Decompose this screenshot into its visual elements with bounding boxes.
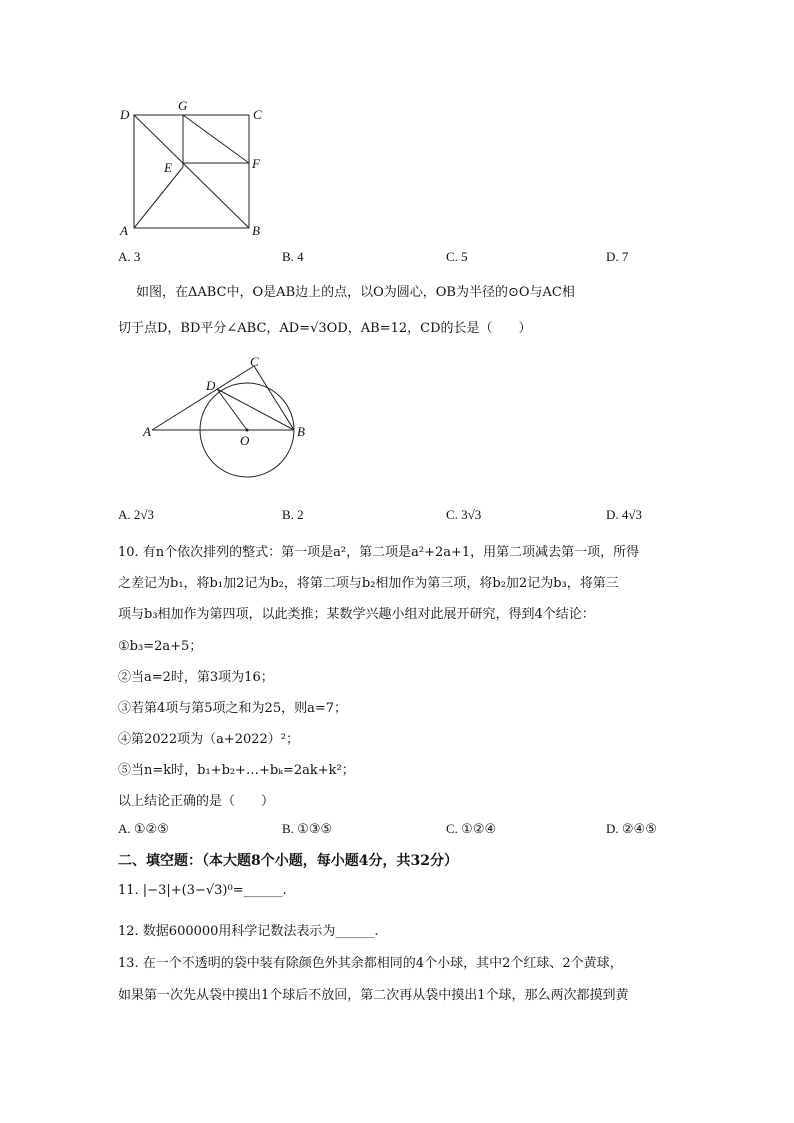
q10-conclusion-2: ②当a=2时，第3项为16； [118,670,274,685]
q10-option-c[interactable]: C. ①②④ [446,821,497,836]
figure-circle [140,350,320,485]
q10-conclusion-4: ④第2022项为（a+2022）²； [118,732,300,747]
q9-option-b[interactable]: B. 2 [282,507,304,522]
label-G: G [178,98,188,113]
q9-option-a[interactable]: A. 2√3 [118,507,155,522]
q10-conclusion-1: ①b₃=2a+5； [118,639,203,654]
label-F: F [252,156,260,171]
label-O: O [240,433,250,448]
q13-line-2: 如果第一次先从袋中摸出1个球后不放回，第二次再从袋中摸出1个球，那么两次都摸到黄 [118,988,629,1003]
q10-conclusion-5: ⑤当n=k时，b₁+b₂+…+bₖ=2ak+k²； [118,763,355,778]
section-title: 二、填空题：（本大题8个小题，每小题4分，共32分） [118,853,458,869]
q8-option-c[interactable]: C. 5 [446,249,468,264]
q10-option-a[interactable]: A. ①②⑤ [118,821,169,836]
q12-text: 12. 数据600000用科学记数法表示为______. [118,924,379,939]
figure-square [112,95,282,245]
q10-option-d[interactable]: D. ②④⑤ [606,821,657,836]
q8-option-a[interactable]: A. 3 [118,249,141,264]
label-A: A [143,424,151,439]
q9-line-2: 切于点D，BD平分∠ABC，AD=√3OD，AB=12，CD的长是（ ） [118,321,532,336]
q8-option-b[interactable]: B. 4 [282,249,304,264]
q10-line-2: 之差记为b₁，将b₁加2记为b₂，将第二项与b₂相加作为第三项，将b₂加2记为b₃，将第三 [118,576,619,591]
q10-question: 以上结论正确的是（ ） [118,794,275,809]
label-C: C [253,107,262,122]
label-D: D [120,107,130,122]
label-D: D [206,378,216,393]
label-B: B [252,223,260,238]
q9-option-c[interactable]: C. 3√3 [446,507,482,522]
q13-line-1: 13. 在一个不透明的袋中装有除颜色外其余都相同的4个小球，其中2个红球、2个黄球， [118,956,623,971]
label-E: E [164,160,172,175]
q9-line-1: 如图，在ΔABC中，O是AB边上的点，以O为圆心，OB为半径的⊙O与AC相 [136,285,575,300]
label-C: C [250,354,259,369]
q10-conclusion-3: ③若第4项与第5项之和为25，则a=7； [118,701,347,716]
label-A: A [120,223,128,238]
q10-line-1: 10. 有n个依次排列的整式：第一项是a²，第二项是a²+2a+1，用第二项减去第一项，所得 [118,545,640,560]
q9-option-d[interactable]: D. 4√3 [606,507,643,522]
label-B: B [297,424,305,439]
q10-line-3: 项与b₃相加作为第四项，以此类推；某数学兴趣小组对此展开研究，得到4个结论： [118,607,595,622]
q8-option-d[interactable]: D. 7 [606,249,629,264]
q11-text: 11. |−3|+(3−√3)⁰=______. [118,883,287,898]
q10-option-b[interactable]: B. ①③⑤ [282,821,333,836]
